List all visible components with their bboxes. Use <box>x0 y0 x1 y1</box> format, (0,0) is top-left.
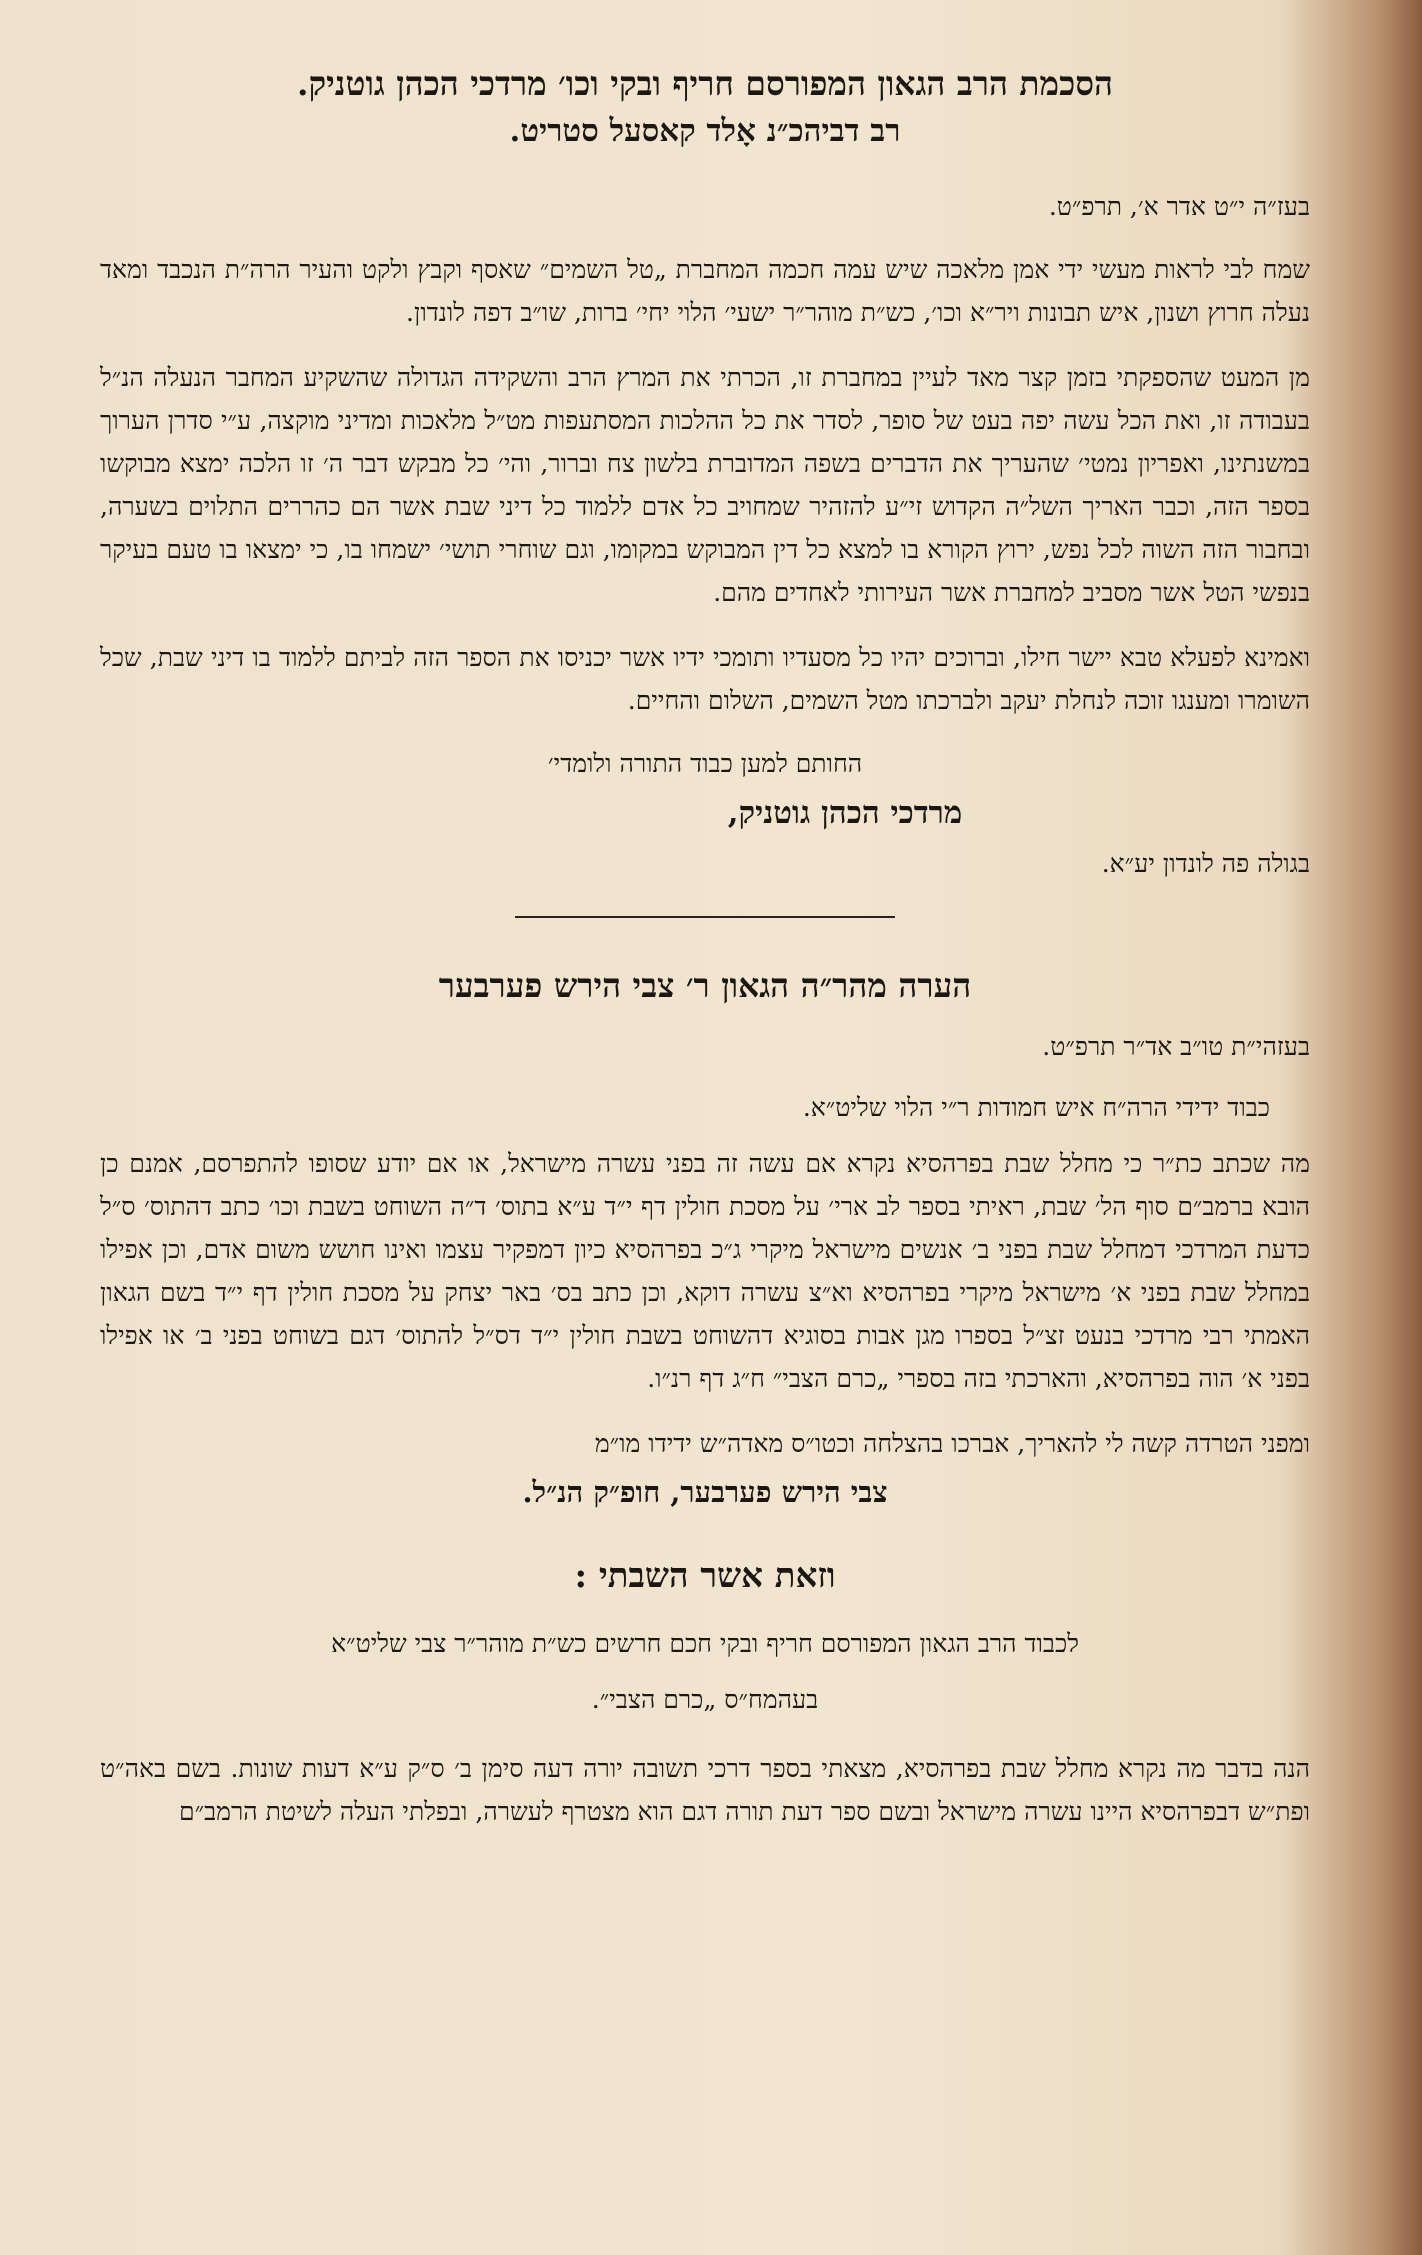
approbation-subtitle: רב דביהכ״נ אָלד קאסעל סטריט. <box>509 113 901 149</box>
note-greeting: כבוד ידידי הרה״ח איש חמודות ר״י הלוי שליט״א. <box>802 1093 1270 1122</box>
approbation-paragraph-2: מן המעט שהספקתי בזמן קצר מאד לעיין במחברת זו, הכרתי את המרץ הרב והשקידה הגדולה שהשקיע המחבר הנעלה הנ״ל בעבודה זו, ואת הכל עשה יפה בעט של סופר, לסדר את כל ההלכות המסתעפות מט״ל מלאכות ומדיני מוקצה, ע״י סדרן הערוך במשנתינו, ואפריון נמטי׳ שהעריך את הדברים בשפה המדוברת בלשון צח וברור, והי׳ כל מבקש דבר ה׳ זו הלכה ימצא מבוקשו בספר הזה, וכבר האריך השל״ה הקדוש זי״ע להזהיר שמחויב כל אדם ללמוד כל דיני שבת אשר הם כהררים התלוים בשערה, ובחבור הזה השוה לכל נפש, ירוץ הקורא בו למצא כל דין המבוקש במקומו, וגם שוחרי תושי׳ ישמחו בו, כי ימצאו בו טעם בעיקר בנפשי הטל אשר מסביב למחברת אשר העירותי לאחדים מהם. <box>100 363 1310 607</box>
reply-title: וזאת אשר השבתי : <box>574 1556 836 1596</box>
note-dateline: בעזהי״ת טו״ב אד״ר תרפ״ט. <box>1042 1032 1310 1061</box>
reply-address-line-2: בעהמח״ס „כרם הצבי״. <box>591 1685 819 1714</box>
document-page <box>100 60 1310 1855</box>
note-closing: ומפני הטרדה קשה לי להאריך, אברכו בהצלחה וכטו״ס מאדה״ש ידידו מו״מ <box>594 1429 1310 1458</box>
note-paragraph: מה שכתב כת״ר כי מחלל שבת בפרהסיא נקרא אם עשה זה בפני עשרה מישראל, או אם יודע שסופו להתפרסם, אמנם כן הובא ברמב״ם סוף הל׳ שבת, ראיתי בספר לב ארי׳ על מסכת חולין דף י״ד ע״א בתוס׳ ד״ה השוחט בשבת וכו׳ כתב דהתוס׳ ס״ל כדעת המרדכי דמחלל שבת בפני ב׳ אנשים מישראל מיקרי ג״כ בפרהסיא כיון דמפקיר עצמו ואינו חושש משום אדם, וכן אפילו במחלל שבת בפני א׳ מישראל מיקרי בפרהסיא וא״צ עשרה דוקא, וכן כתב בס׳ באר יצחק על מסכת חולין דף י״ד בשם הגאון האמתי רבי מרדכי בנעט זצ״ל בספרו מגן אבות בסוגיא דהשוחט בשבת חולין י״ד דס״ל להתוס׳ דגם בשוחט בפני ב׳ או אפילו בפני א׳ הוה בפרהסיא, והארכתי בזה בספרי „כרם הצבי״ ח״ג דף רנ״ו. <box>100 1149 1310 1393</box>
approbation-signature: מרדכי הכהן גוטניק, <box>727 795 963 831</box>
note-section <box>100 962 1310 1515</box>
approbation-paragraph-3: ואמינא לפעלא טבא יישר חילו, וברוכים יהיו כל מסעדיו ותומכי ידיו אשר יכניסו את הספר הזה לביתם ללמוד בו דיני שבת, שכל השומרו ומענגו זוכה לנחלת יעקב ולברכתו מטל השמים, השלום והחיים. <box>100 643 1310 715</box>
reply-section <box>100 1551 1310 1833</box>
note-signature: צבי הירש פערבער, חופ״ק הנ״ל. <box>522 1475 888 1509</box>
approbation-place: בגולה פה לונדון יע״א. <box>1101 849 1310 878</box>
section-divider <box>515 916 895 918</box>
note-title: הערה מהר״ה הגאון ר׳ צבי הירש פערבער <box>438 966 972 1005</box>
approbation-paragraph-1: שמח לבי לראות מעשי ידי אמן מלאכה שיש עמה חכמה המחברת „טל השמים״ שאסף וקבץ ולקט והעיר הרה״ת הנכבד ומאד נעלה חרוץ ושנון, איש תבונות ויר״א וכו׳, כש״ת מוהר״ר ישעי׳ הלוי יחי׳ ברות, שו״ב דפה לונדון. <box>100 255 1310 327</box>
approbation-dateline: בעז״ה י״ט אדר א׳, תרפ״ט. <box>1048 192 1310 221</box>
approbation-closing: החותם למען כבוד התורה ולומדי׳ <box>547 749 863 778</box>
approbation-section <box>100 60 1310 884</box>
reply-address-line-1: לכבוד הרב הגאון המפורסם חריף ובקי חכם חרשים כש״ת מוהר״ר צבי שליט״א <box>331 1629 1079 1658</box>
reply-paragraph: הנה בדבר מה נקרא מחלל שבת בפרהסיא, מצאתי בספר דרכי תשובה יורה דעה סימן ב׳ ס״ק ע״א דעות שונות. בשם באה״ט ופת״ש דבפרהסיא היינו עשרה מישראל ובשם ספר דעת תורה דגם הוא מצטרף לעשרה, ובפלתי העלה לשיטת הרמב״ם <box>100 1754 1310 1826</box>
approbation-title: הסכמת הרב הגאון המפורסם חריף ובקי וכו׳ מרדכי הכהן גוטניק. <box>296 64 1113 103</box>
